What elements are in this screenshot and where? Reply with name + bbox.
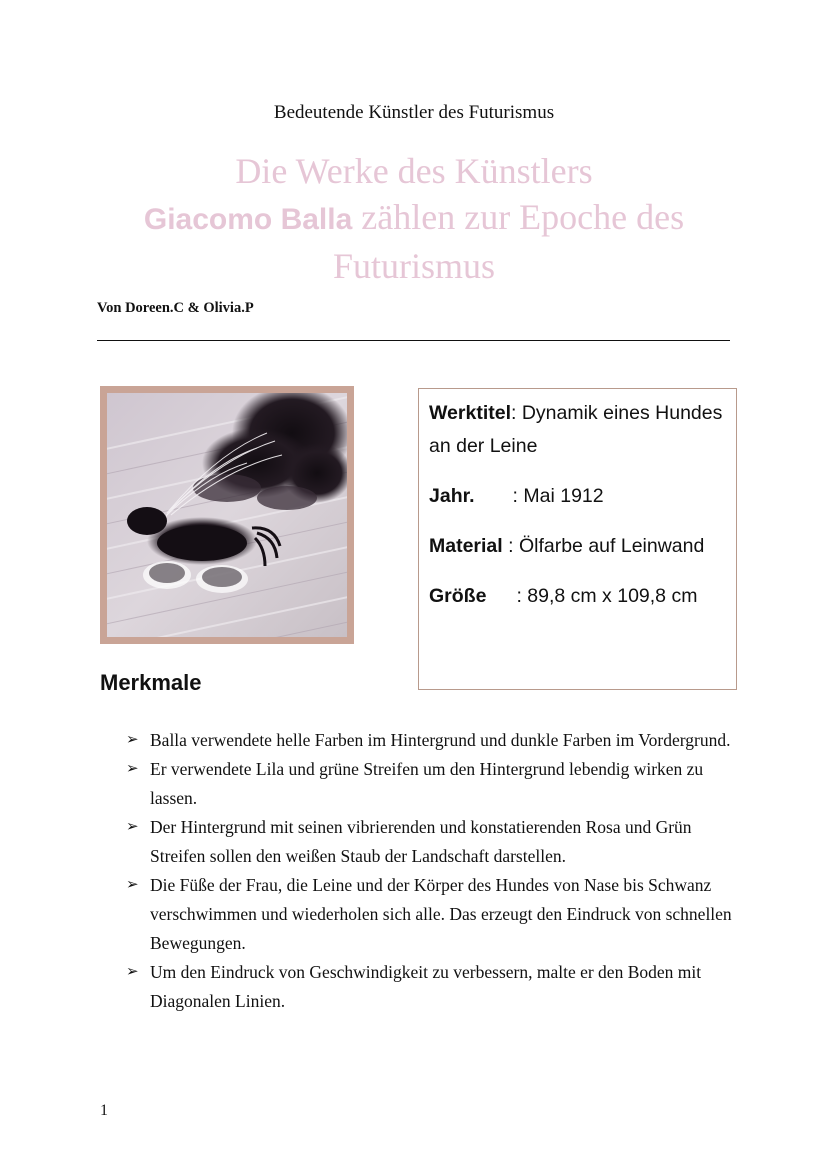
list-item: ➢ Um den Eindruck von Geschwindigkeit zu verbessern, malte er den Boden mit Diagonalen Linien. — [126, 958, 736, 1016]
info-label-title: Werktitel — [429, 402, 511, 424]
section-heading-features: Merkmale — [100, 670, 202, 695]
page-number: 1 — [100, 1102, 108, 1119]
info-row-material — [429, 530, 726, 563]
info-row-size — [429, 580, 726, 613]
info-value-size: : 89,8 cm x 109,8 cm — [516, 585, 698, 607]
title-line-1: Die Werke des Künstlers — [235, 151, 593, 191]
list-item: ➢ Die Füße der Frau, die Leine und der Körper des Hundes von Nase bis Schwanz verschwimmen und wiederholen sich alle. Das erzeugt den Eindruck von schnellen Bewegungen. — [126, 871, 736, 958]
info-label-year: Jahr. — [429, 485, 475, 507]
title-line-2: zählen zur Epoche des — [352, 197, 685, 237]
title-artist-name: Giacomo Balla — [143, 203, 353, 236]
document-subtitle: Bedeutende Künstler des Futurismus — [273, 102, 555, 123]
arrow-right-icon: ➢ — [126, 877, 139, 893]
arrow-right-icon: ➢ — [126, 732, 139, 748]
artwork-info-box — [418, 388, 737, 690]
info-value-year: : Mai 1912 — [512, 485, 604, 507]
title-line-3: Futurismus — [332, 246, 496, 286]
info-row-title — [429, 397, 726, 463]
list-item: ➢ Er verwendete Lila und grüne Streifen um den Hintergrund lebendig wirken zu lassen. — [126, 755, 736, 813]
info-value-material: : Ölfarbe auf Leinwand — [502, 535, 705, 557]
horizontal-divider — [97, 340, 730, 341]
page-title — [60, 148, 768, 289]
features-list — [126, 726, 736, 1016]
arrow-right-icon: ➢ — [126, 964, 139, 980]
arrow-right-icon: ➢ — [126, 819, 139, 835]
arrow-right-icon: ➢ — [126, 761, 139, 777]
list-item: ➢ Balla verwendete helle Farben im Hintergrund und dunkle Farben im Vordergrund. — [126, 726, 736, 755]
painting-dog-on-leash-icon — [107, 393, 347, 637]
authors-byline: Von Doreen.C & Olivia.P — [97, 300, 254, 316]
info-label-material: Material — [429, 535, 503, 557]
info-row-year — [429, 480, 726, 513]
list-item: ➢ Der Hintergrund mit seinen vibrierenden und konstatierenden Rosa und Grün Streifen sollen den weißen Staub der Landschaft darstellen. — [126, 813, 736, 871]
info-label-size: Größe — [429, 585, 487, 607]
info-value-title: : Dynamik eines Hundes an der Leine — [429, 402, 723, 457]
painting-image — [100, 386, 354, 644]
